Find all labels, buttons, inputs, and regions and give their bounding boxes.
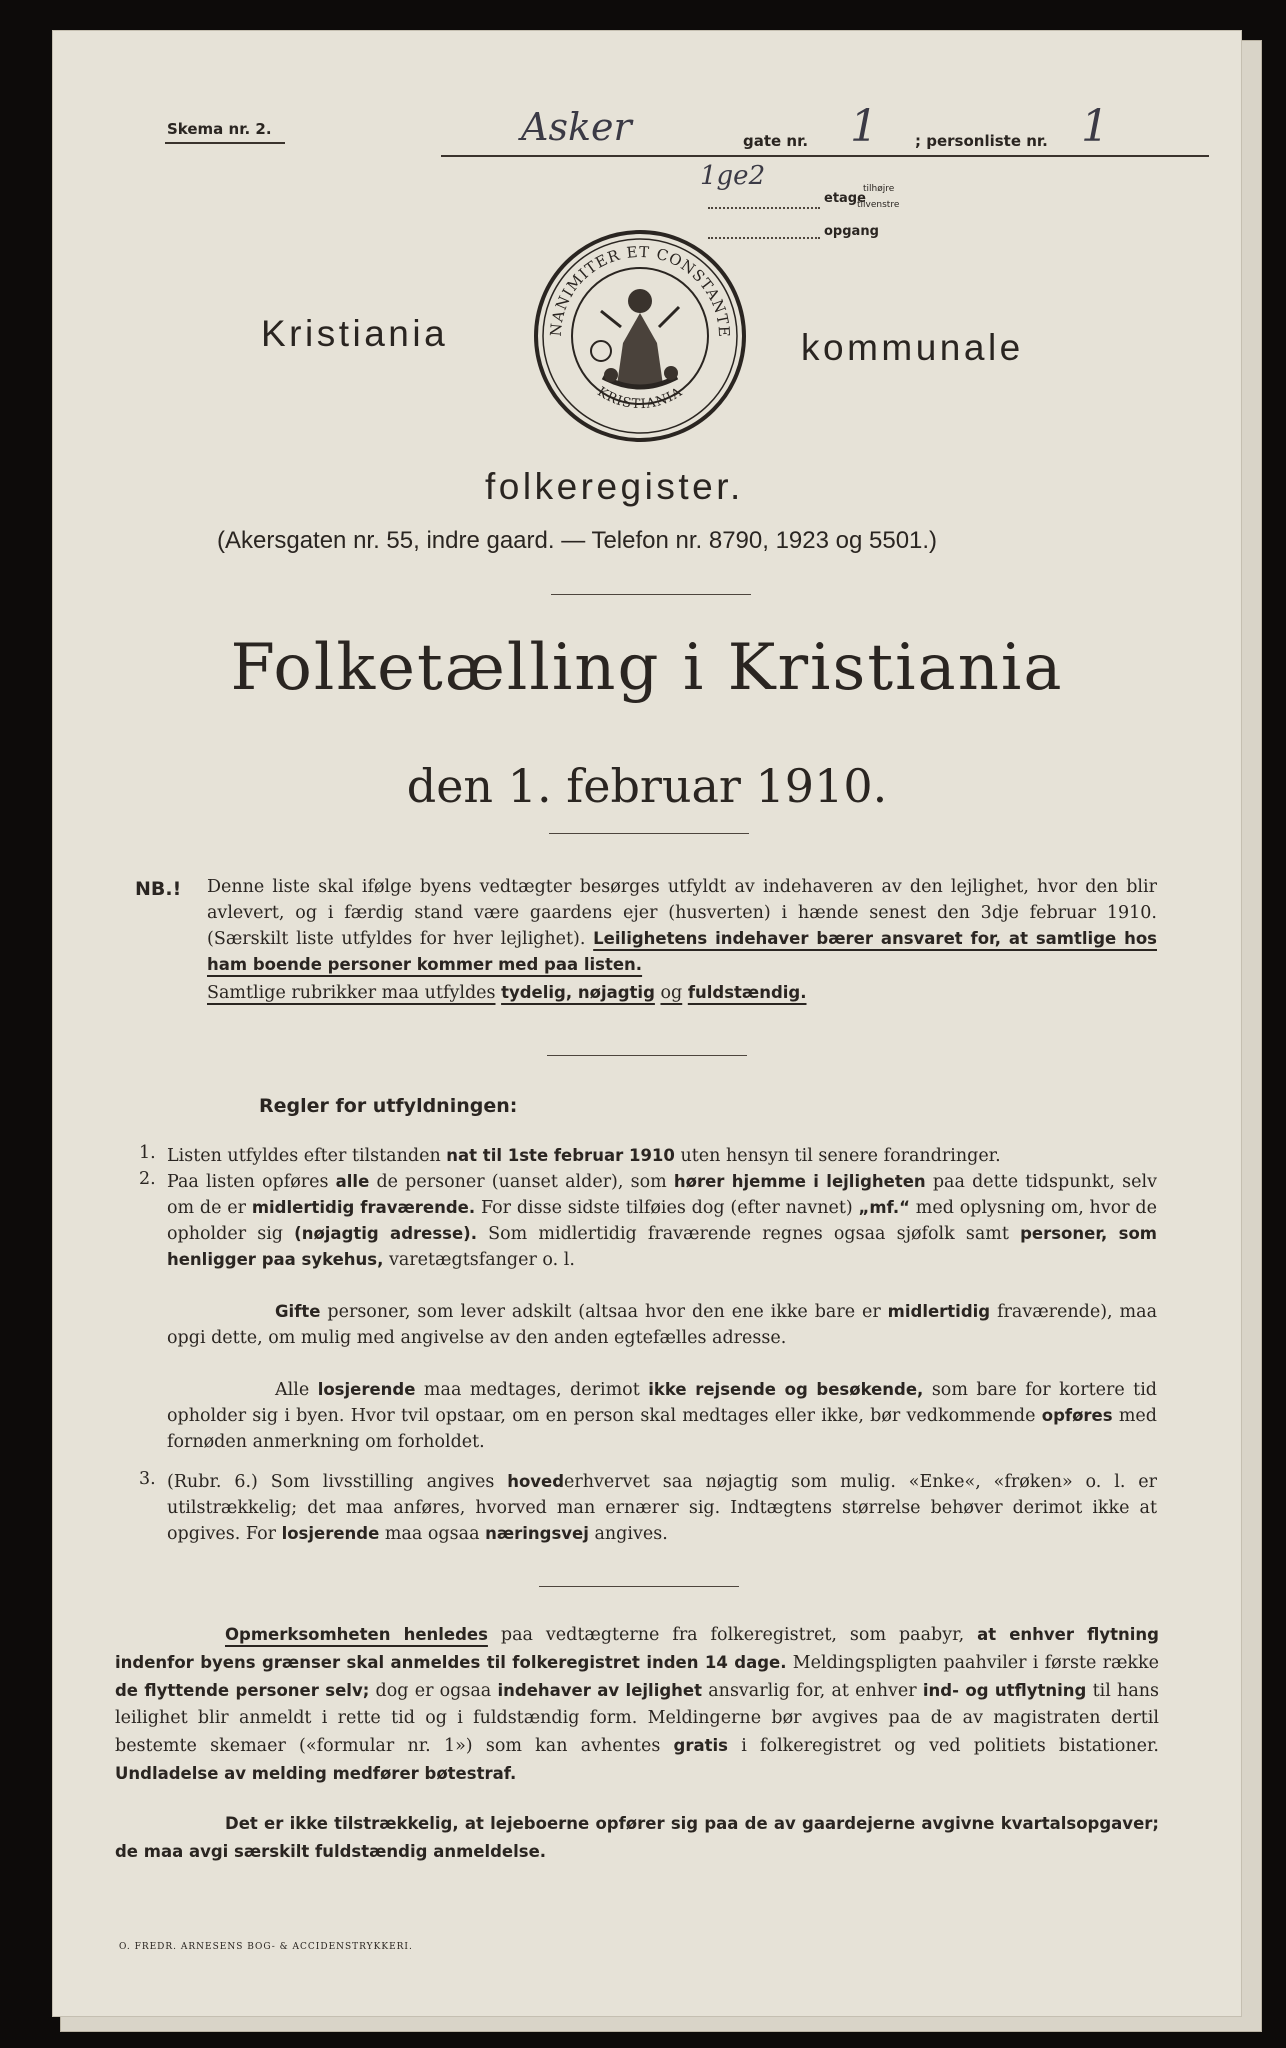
rule-2w: opføres — [1041, 1406, 1113, 1425]
divider-2 — [549, 833, 749, 834]
rule-1b: nat til 1ste februar 1910 — [446, 1146, 675, 1165]
rule-2a: Paa listen opføres — [167, 1172, 329, 1192]
rule-2-losjerende — [167, 1377, 1157, 1455]
nb-text: Denne liste skal ifølge byens vedtægter besørges utfyldt av indehaveren av den lejlighet, hvor den blir avlevert, og i færdig stand være gaardens ejer (husverten) i hænde senest den 3dje februar 1910. (Særskilt liste utfyldes for hver lejlighet). — [207, 877, 1157, 949]
skema-underline — [165, 142, 285, 144]
nb-responsibility: Leilighetens indehaver bærer ansvaret for, at samtlige hos ham boende personer kommer med paa listen. — [207, 929, 1157, 974]
rule-2l: personer, som henligger paa sykehus, — [167, 1224, 1157, 1269]
seal-bottom-text: KRISTIANIA — [594, 384, 686, 413]
divider-4 — [539, 1586, 739, 1587]
rule-2r: Alle — [275, 1380, 310, 1400]
rule-2 — [167, 1169, 1157, 1273]
printer-imprint: O. FREDR. ARNESENS BOG- & ACCIDENSTRYKKERI. — [119, 1942, 413, 1952]
notice-m: Undladelse av melding medfører bøtestraf. — [115, 1764, 517, 1783]
notice-e: de flyttende personer selv; — [115, 1681, 370, 1700]
etage-dotted-line — [708, 207, 820, 209]
notice-g: indehaver av lejlighet — [497, 1681, 702, 1700]
divider-3 — [547, 1055, 747, 1056]
rule-2-gifte — [167, 1299, 1157, 1351]
kristiania-word: Kristiania — [261, 313, 449, 354]
skema-number: Skema nr. 2. — [167, 120, 272, 138]
tilvenstre-option: tilvenstre — [857, 200, 900, 210]
nb-label: NB.! — [135, 878, 182, 900]
rule-2i: med oplysning om, hvor de opholder sig — [167, 1198, 1157, 1244]
kommunale-word: kommunale — [801, 327, 1024, 368]
tilhojre-option: tilhøjre — [863, 184, 895, 194]
rule-2-number: 2. — [139, 1169, 156, 1189]
gate-number-handwritten: 1 — [850, 101, 878, 152]
rule-3f: næringsvej — [485, 1524, 589, 1543]
nb-line2a: Samtlige rubrikker maa utfyldes — [207, 983, 496, 1003]
rule-2v: som bare for kortere tid opholder sig i byen. Hvor tvil opstaar, om en person skal medtages eller ikke, bør vedkommende — [167, 1380, 1157, 1426]
city-seal — [531, 227, 749, 445]
rules-heading: Regler for utfyldningen: — [259, 1095, 518, 1117]
rule-2k: Som midlertidig fraværende regnes ogsaa sjøfolk samt — [488, 1224, 1009, 1244]
notice-c: at enhver flytning indenfor byens grænser skal anmeldes til folkeregistret inden 14 dage. — [115, 1625, 1159, 1672]
census-title: Folketælling i Kristiania — [230, 631, 1064, 705]
rule-3c: erhvervet saa nøjagtig som mulig. «Enke«, «frøken» o. l. er utilstrækkelig; det maa anføres, hvorved man ernærer sig. Indtægtens størrelse behøver derimot ikke at opgives. For — [167, 1472, 1157, 1544]
nb-line2c: og — [660, 983, 683, 1003]
rule-3e: maa ogsaa — [384, 1524, 480, 1544]
rule-2j: (nøjagtig adresse). — [294, 1224, 477, 1243]
rule-1 — [167, 1143, 1157, 1169]
notice-k: gratis — [673, 1736, 728, 1755]
notice-j: til hans leilighet blir anmeldt i rette tid og i fuldstændig form. Meldingerne bør avgives paa de av magistraten dertil bestemte skemaer («formular nr. 1») som kan avhentes — [115, 1681, 1160, 1756]
gate-label: gate nr. — [743, 132, 809, 150]
census-date: den 1. februar 1910. — [406, 759, 888, 813]
street-name-handwritten: Asker — [521, 105, 632, 149]
rule-3b: hoved — [507, 1472, 565, 1491]
rule-3g: angives. — [594, 1524, 668, 1544]
rule-3-number: 3. — [139, 1469, 156, 1489]
header-underline — [441, 155, 1209, 157]
rule-2s: losjerende — [317, 1380, 416, 1399]
rule-2h: „mf.“ — [858, 1198, 910, 1217]
rule-2x: med fornøden anmerkning om forholdet. — [167, 1406, 1157, 1452]
rule-2g: For disse sidste tilføies dog (efter navnet) — [480, 1198, 853, 1218]
etage-handwritten: 1ge2 — [700, 161, 766, 191]
rule-1-number: 1. — [139, 1143, 156, 1163]
rule-2t: maa medtages, derimot — [423, 1380, 640, 1400]
rule-2c: de personer (uanset alder), som — [376, 1172, 667, 1192]
rule-2f: midlertidig fraværende. — [251, 1198, 476, 1217]
nb-paragraph — [207, 874, 1157, 978]
rule-2n: Gifte — [275, 1302, 321, 1321]
rule-2e: paa dette tidspunkt, selv om de er — [167, 1172, 1157, 1218]
rule-3d: losjerende — [281, 1524, 380, 1543]
notice-d: Meldingspligten paahviler i første række — [792, 1653, 1159, 1673]
notice-f: dog er ogsaa — [375, 1681, 492, 1701]
nb-fill-instruction — [207, 980, 907, 1006]
folkeregister-word: folkeregister. — [485, 466, 744, 507]
rule-3 — [167, 1469, 1157, 1547]
rule-2o: personer, som lever adskilt (altsaa hvor den ene ikke bare er — [327, 1302, 881, 1322]
nb-line2d: fuldstændig. — [687, 983, 807, 1002]
office-address: (Akersgaten nr. 55, indre gaard. — Telefon nr. 8790, 1923 og 5501.) — [217, 527, 938, 554]
notice-a: Opmerksomheten henledes — [225, 1625, 488, 1644]
etage-label: etage — [824, 191, 866, 206]
rule-2q: fraværende), maa opgi dette, om mulig med angivelse av den anden egtefælles adresse. — [167, 1302, 1158, 1348]
nb-line2b: tydelig, nøjagtig — [501, 983, 655, 1002]
rule-1a: Listen utfyldes efter tilstanden — [167, 1146, 441, 1166]
rule-2d: hører hjemme i lejligheten — [673, 1172, 926, 1191]
notice-paragraph — [115, 1621, 1159, 1788]
rule-3a: (Rubr. 6.) Som livsstilling angives — [167, 1472, 495, 1492]
seal-ring-text: NANIMITER ET CONSTANTE — [546, 242, 734, 339]
notice-n: Det er ikke tilstrækkelig, at lejeboerne opfører sig paa de av gaardejerne avgivne kvartalsopgaver; de maa avgi særskilt fuldstændig anmeldelse. — [115, 1814, 1159, 1861]
personliste-label: ; personliste nr. — [915, 132, 1048, 150]
divider-1 — [551, 594, 751, 595]
notice-final — [115, 1810, 1159, 1866]
notice-i: ind- og utflytning — [922, 1681, 1087, 1700]
rule-2b: alle — [335, 1172, 370, 1191]
notice-l: i folkeregistret og ved politiets bistationer. — [741, 1736, 1159, 1756]
rule-2m: varetægtsfanger o. l. — [388, 1250, 575, 1270]
personliste-number-handwritten: 1 — [1081, 101, 1109, 152]
rule-2p: midlertidig — [887, 1302, 991, 1321]
notice-h: ansvarlig for, at enhver — [708, 1681, 917, 1701]
census-form — [52, 30, 1242, 2017]
rule-2u: ikke rejsende og besøkende, — [648, 1380, 924, 1399]
notice-b: paa vedtægterne fra folkeregistret, som paabyr, — [500, 1625, 965, 1645]
city-seal-emblem — [531, 227, 749, 445]
rule-1c: uten hensyn til senere forandringer. — [680, 1146, 1001, 1166]
opgang-label: opgang — [824, 224, 879, 239]
